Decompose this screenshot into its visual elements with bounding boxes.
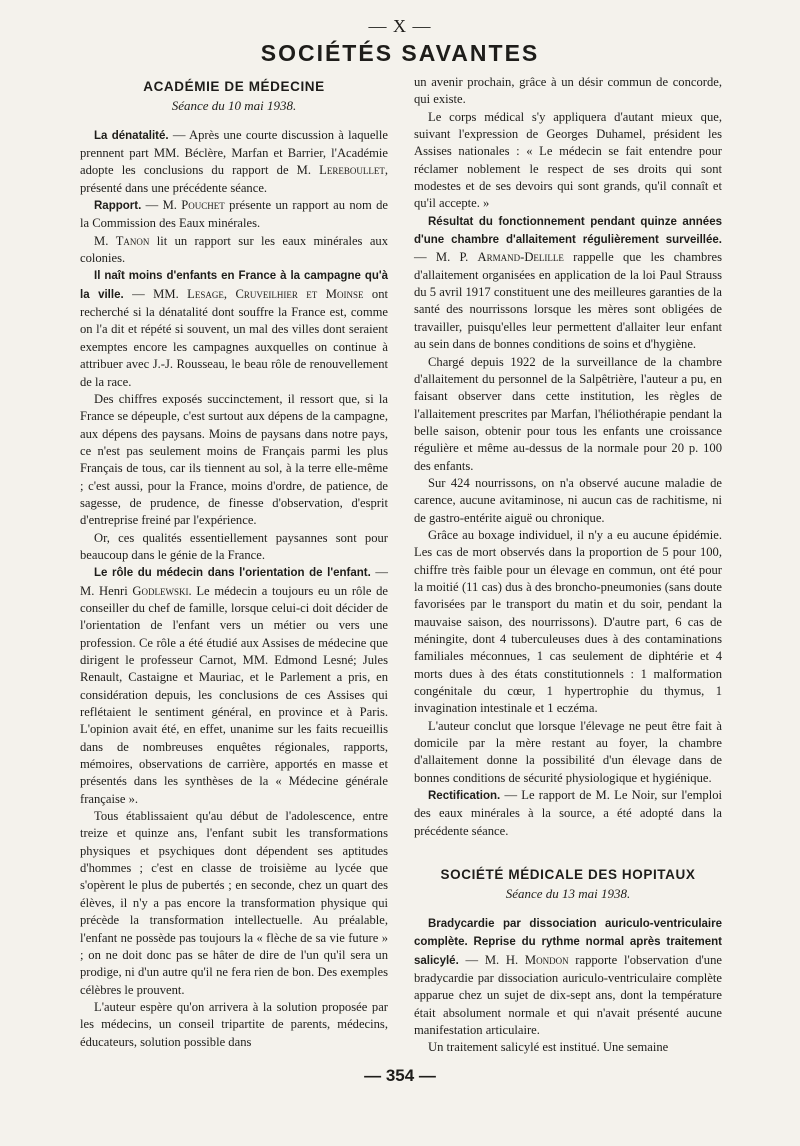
text-role-tail: . Le médecin a toujours eu un rôle de conseiller du chef de famille, lorsque celui-ci doit décider de l'orientation de l'enfant vers un métier ou vers une profession. Ce rôle a été étudié aux Assises de médecine que dirigent le professeur Carnot, MM. Edmond Lesné; Jules Renault, Castaigne et Mauriac, et le Parlement a pris, en considération depuis, les conclusions de ces Assises qui reflétaient le sentiment général, en province et à Paris. L'opinion avait été, en effet, unanime sur les faits recueillis dans de nombreuses enquêtes régionales, rapports, mémoires, observations de carrière, apportés en masse et présentés dans les synthèses de la « Médecine générale française ». xyxy=(80,583,388,806)
text-bradycardie: — M. H. xyxy=(458,952,525,967)
text-denatalite-tail: , présenté dans une précédente séance. xyxy=(80,163,388,195)
text-rectification: — Le rapport de M. Le Noir, sur l'emploi des eaux minérales à la source, a été adopté dans la précédente séance. xyxy=(414,788,722,838)
author-name: Lereboullet xyxy=(319,163,385,178)
lead-rapport: Rapport. xyxy=(94,200,142,213)
paragraph-traitement: Un traitement salicylé est institué. Une semaine xyxy=(428,1040,669,1055)
paragraph-tous: Tous établissaient qu'au début de l'adolescence, entre treize et quinze ans, l'enfant subit les transformations physiques et psychiques dont dépendent ses aptitudes d'hommes ; c'est en classe de troisième au lycée que s'opèrent le plus de pubertés ; en seconde, chez un quart des élèves, il n'y a pas encore la transformation physique qui précède la transformation intellectuelle. Au préalable, l'enfant ne possède pas toujours la « flèche de sa vie future » ; on ne doit donc pas se hâter de dire de l'un qu'il sera un prodige, ni d'un autre qu'il ne fera rien de bon. Des exemples célèbres le prouvent. xyxy=(80,809,388,997)
page-title: SOCIÉTÉS SAVANTES xyxy=(260,40,540,66)
text-allaitement-tail: rappelle que les chambres d'allaitement organisées en application de la loi Paul Strauss du 5 avril 1917 constituent une des meilleures garanties de la santé des nourrissons lorsque les mères sont obligées de travailler, puisqu'elles leur permettent d'allaiter leur enfant au sein dans de bonnes conditions de soins et d'hygiène. xyxy=(414,250,722,352)
lead-allaitement: Résultat du fonctionnement pendant quinze années d'une chambre d'allaitement régulièrement surveillée. xyxy=(414,215,722,247)
academie-heading: ACADÉMIE DE MÉDECINE xyxy=(143,79,325,94)
author-name: Armand-Delille xyxy=(477,250,564,265)
hopitaux-heading: SOCIÉTÉ MÉDICALE DES HOPITAUX xyxy=(440,867,696,883)
paragraph-avenir: un avenir prochain, grâce à un désir commun de concorde, qui existe. xyxy=(414,75,722,107)
lead-denatalite: La dénatalité. xyxy=(94,129,169,142)
paragraph-rectification xyxy=(414,787,722,840)
lead-bradycardie: Bradycardie par dissociation auriculo-ventriculaire complète. Reprise du rythme normal après traitement salicylé. xyxy=(414,917,722,967)
paragraph-corps: Le corps médical s'y appliquera d'autant mieux que, suivant l'expression de Georges Duhamel, président les Assises nationales : « Le médecin se fait entendre pour réclamer noblement le respect de ses droits qui sont modestes et de ses devoirs qui sont grands, qu'il connaît et qu'il accepte. » xyxy=(414,109,722,211)
text-campagne: — MM. xyxy=(123,286,188,301)
page-number: — 354 — xyxy=(364,1066,436,1085)
paragraph-allaitement xyxy=(414,213,722,354)
section-gap xyxy=(414,840,722,862)
paragraph-qualites: Or, ces qualités essentiellement paysannes sont pour beaucoup dans le génie de la France. xyxy=(80,530,388,562)
text-tanon-tail: lit un rapport sur les eaux minérales aux colonies. xyxy=(80,233,388,266)
author-names: Lesage, Cruveilhier et Moinse xyxy=(187,286,364,301)
left-column xyxy=(80,74,388,1051)
hopitaux-seance: Séance du 13 mai 1938. xyxy=(505,886,631,902)
text-allaitement: — M. P. xyxy=(414,250,478,265)
paragraph-campagne xyxy=(80,267,388,390)
lead-rectification: Rectification. xyxy=(428,790,501,803)
paragraph-sur424: Sur 424 nourrissons, on n'a observé aucune maladie de carence, aucune avitaminose, ni aucun cas de rachitisme, ni de gastro-entérite aiguë ou chronique. xyxy=(414,475,722,525)
right-column xyxy=(414,74,722,1057)
paragraph-tanon xyxy=(80,233,388,268)
text-role: — M. Henri xyxy=(80,565,388,598)
text-tanon-pre: M. xyxy=(94,233,116,248)
text-rapport-tail: présente un rapport au nom de la Commission des Eaux minérales. xyxy=(80,198,388,231)
section-roman-numeral: — X — xyxy=(368,16,432,36)
author-name: Tanon xyxy=(115,233,150,248)
paragraph-espere: L'auteur espère qu'on arrivera à la solution proposée par les médecins, un conseil tripartite de parents, médecins, éducateurs, solution possible dans xyxy=(80,999,388,1049)
lead-role-medecin: Le rôle du médecin dans l'orientation de l'enfant. xyxy=(94,567,371,580)
paragraph-denatalite xyxy=(80,127,388,197)
academie-seance: Séance du 10 mai 1938. xyxy=(171,98,297,114)
paragraph-rapport xyxy=(80,197,388,233)
paragraph-conclut: L'auteur conclut que lorsque l'élevage ne peut être fait à domicile par la mère restant au foyer, la chambre d'allaitement donne la possibilité d'un élevage dans de bonnes conditions de sécurité physiologique et hygiénique. xyxy=(414,718,722,785)
paragraph-charge: Chargé depuis 1922 de la surveillance de la chambre d'allaitement du personnel de la Salpêtrière, l'auteur a pu, en faisant observer dans cette institution, les règles de l'allaitement prescrites par Marfan, l'héliothérapie pendant la belle saison, obtenir pour tous les enfants une croissance régulière et même au-dessus de la normale pour 20 p. 100 des enfants. xyxy=(414,354,722,473)
paragraph-chiffres: Des chiffres exposés succinctement, il ressort que, si la France se dépeuple, c'est surtout aux dépens de la campagne, aux dépens des paysans. Moins de paysans dans notre pays, ce n'est pas seulement moins de Français parmi les plus Français de tous, car ils tiennent au sol, à la terre elle-même ; c'est aussi, pour la France, moins d'ordre, de patience, de sagesse, de prudence, de finesse d'observation, d'esprit d'entreprise freiné par l'expérience. xyxy=(80,391,388,528)
author-name: Mondon xyxy=(524,952,569,967)
paragraph-boxage: Grâce au boxage individuel, il n'y a eu aucune épidémie. Les cas de mort observés dans la proportion de 5 pour 100, chiffre très faible pour un élevage en commun, ont été pour la moitié (11 cas) dus à des broncho-pneumonies (sans doute favorisées par le transport du matin et du soir, pendant la mauvaise saison, des nourrissons). D'autre part, 6 cas de méningite, dont 4 tuberculeuses dues à des contaminations familiales méconnues, 1 cas seulement de diphtérie et 4 morts dues à des états constitutionnels : 1 malformation congénitale du cœur, 1 hypertrophie du thymus, 1 invagination intestinale et 1 eczéma. xyxy=(414,527,722,716)
text-campagne-tail: ont recherché si la dénatalité dont souffre la France est, comme on l'a dit et répété si souvent, un mal des villes dont seraient exemptes encore les campagnes auxquelles on continue à attribuer avec J.-J. Rousseau, le beau rôle de renouvellement de la race. xyxy=(80,286,388,389)
paragraph-role-medecin xyxy=(80,564,388,808)
lead-campagne: Il naît moins d'enfants en France à la campagne qu'à la ville. xyxy=(80,270,388,301)
paragraph-bradycardie xyxy=(414,915,722,1039)
text-bradycardie-tail: rapporte l'observation d'une bradycardie par dissociation auriculo-ventriculaire complète apparue chez un sujet de dix-sept ans, dont la température était absolument normale et qui n'avait présenté aucune manifestation articulaire. xyxy=(414,952,722,1037)
author-name: Pouchet xyxy=(181,198,225,213)
text-rapport: — M. xyxy=(141,198,182,213)
author-name: Godlewski xyxy=(132,583,189,598)
text-denatalite: — Après une courte discussion à laquelle prennent part MM. Béclère, Marfan et Barrier, l'Académie adopte les conclusions du rapport de M. xyxy=(80,127,388,178)
